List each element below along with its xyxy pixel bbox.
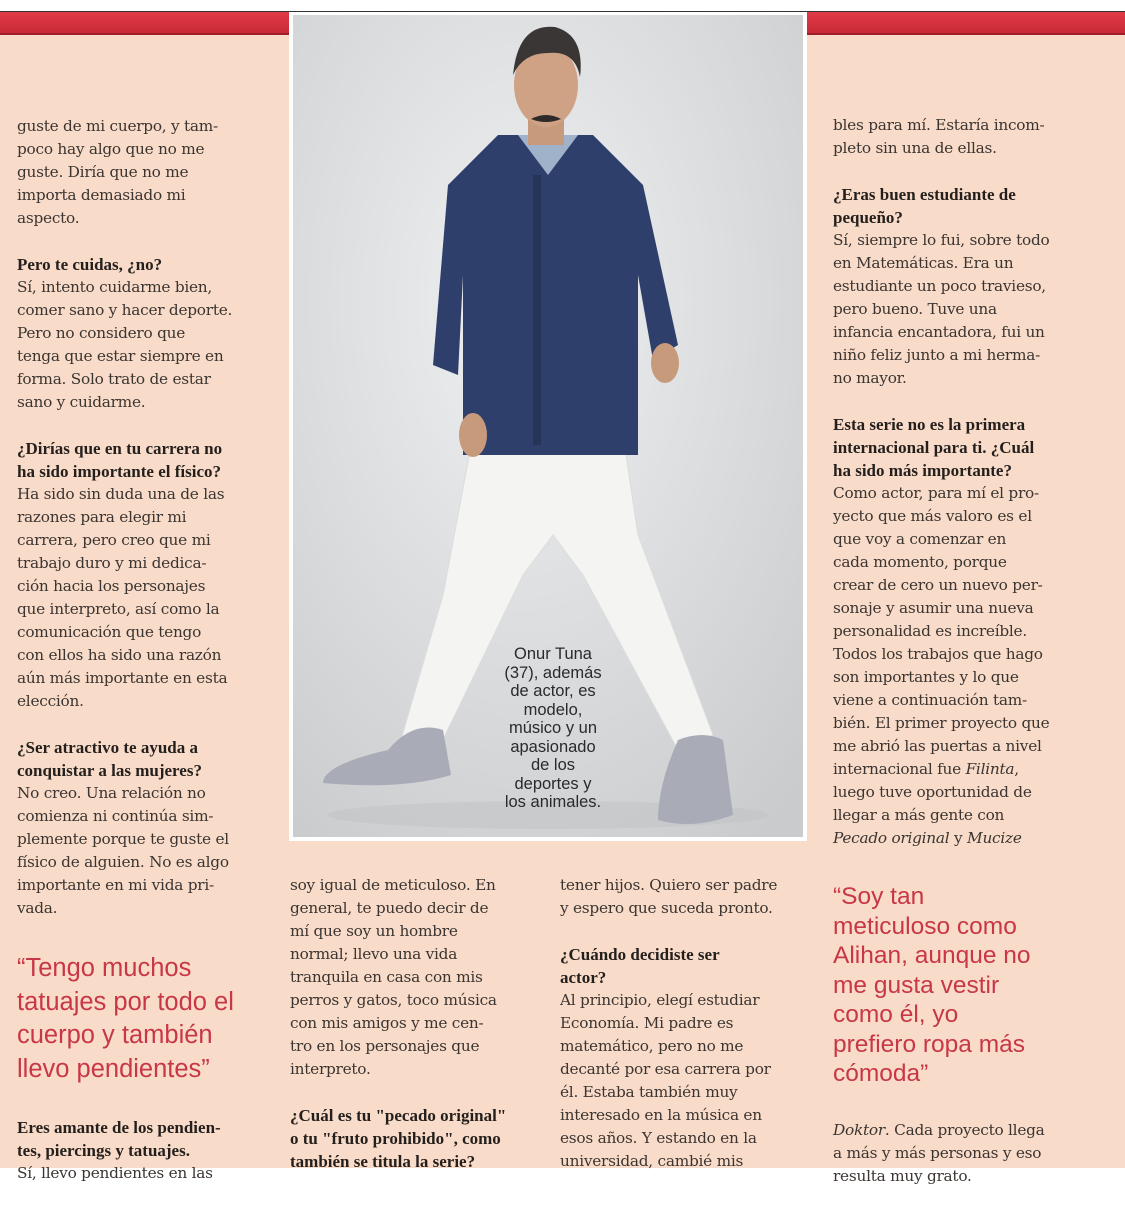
text-segment: internacional fue [833,760,966,778]
text-line: internacional para ti. ¿Cuál [833,438,1035,457]
text-line: vada. [17,899,58,917]
text-line: Eres amante de los pendien- [17,1118,221,1137]
text-line: sonaje y asumir una nueva [833,599,1034,617]
text-line: viene a continuación tam- [833,691,1027,709]
text-line: llevo pendientes” [17,1054,210,1083]
text-line: Esta serie no es la primera [833,415,1026,434]
text-line: perros y gatos, toco música [290,991,497,1009]
text-line: llegar a más gente con [833,806,1005,824]
text-line: ¿Eras buen estudiante de [833,185,1016,204]
text-line: a más y más personas y eso [833,1143,1042,1162]
caption-line: deportes y [514,774,592,793]
text-line: Alihan, aunque no [833,942,1031,969]
text-line [833,758,1103,781]
text-line [833,827,1103,850]
body-paragraph [833,114,1103,160]
text-line: importante en mi vida pri- [17,876,214,894]
text-line: crear de cero un nuevo per- [833,576,1043,594]
text-line: Sí, intento cuidarme bien, [17,278,213,296]
body-paragraph [17,115,277,230]
text-line: comienza ni continúa sim- [17,807,214,825]
body-paragraph [17,483,277,713]
text-line: pero bueno. Tuve una [833,300,997,318]
text-line: cómoda” [833,1060,929,1087]
text-line: “Soy tan [833,883,925,910]
caption-line: modelo, [523,700,583,719]
text-line: Como actor, para mí el pro- [833,484,1039,502]
text-line: y espero que suceda pronto. [560,899,773,917]
body-paragraph [17,276,277,414]
question-heading [290,1104,550,1173]
caption-line: músico y un [508,719,598,737]
text-line: o tu "fruto prohibido", como [290,1129,501,1148]
text-line: importa demasiado mi [17,186,186,204]
text-line: elección. [17,692,84,710]
text-line: personalidad es increíble. [833,622,1027,640]
column-right [833,114,1103,1211]
question-heading [560,943,820,989]
text-line: universidad, cambié mis [560,1152,744,1170]
text-segment: . Cada proyecto llega [884,1120,1045,1139]
text-line: niño feliz junto a mi herma- [833,346,1041,364]
text-line [833,1119,1103,1142]
text-line: bién. El primer proyecto que [833,714,1050,732]
text-line: general, te puedo decir de [290,899,489,917]
text-line: prefiero ropa más [833,1030,1026,1058]
text-line: aspecto. [17,209,80,227]
text-line: tatuajes por todo el [17,987,234,1016]
text-line: tro en los personajes que [290,1037,480,1055]
caption-line: Onur Tuna [514,645,592,663]
text-line: son importantes y lo que [833,668,1019,686]
pull-quote [833,882,1103,1089]
text-line: trabajo duro y mi dedica- [17,554,207,572]
pull-quote [17,952,277,1086]
text-line: con mis amigos y me cen- [290,1014,484,1032]
column-middle-2 [560,874,820,1196]
caption-line: de los [530,756,576,774]
text-line: que voy a comenzar en [833,530,1007,548]
text-line: cuerpo y también [17,1021,213,1049]
column-left [17,115,277,1208]
text-line: decanté por esa carrera por [560,1060,771,1078]
text-line: Economía. Mi padre es [560,1014,734,1032]
text-line: guste. Diría que no me [17,163,189,181]
question-heading [17,437,277,483]
question-heading [833,183,1103,229]
text-line: tranquila en casa con mis [290,968,483,986]
text-line: “Tengo muchos [17,954,192,982]
text-line: Pero te cuidas, ¿no? [17,255,163,274]
question-heading [17,736,277,782]
red-header-bar-left [0,12,290,35]
text-line: Sí, siempre lo fui, sobre todo [833,231,1050,249]
text-line: infancia encantadora, fui un [833,323,1045,341]
caption-line: (37), además [504,663,602,682]
italic-title: Doktor [833,1120,885,1139]
caption-line: los animales. [504,793,602,811]
text-line: estudiante un poco travieso, [833,277,1046,295]
text-line: razones para elegir mi [17,508,187,526]
text-line: conquistar a las mujeres? [17,761,202,780]
text-line: carrera, pero creo que mi [17,531,211,549]
text-line: me abrió las puertas a nivel [833,737,1042,755]
text-line: también se titula la serie? [290,1152,476,1171]
text-line: comer sano y hacer deporte. [17,301,233,319]
body-paragraph [17,782,277,920]
text-line: Todos los trabajos que hago [833,645,1043,663]
text-line: matemático, pero no me [560,1037,744,1055]
text-line: No creo. Una relación no [17,784,206,802]
text-segment: y [949,829,968,847]
text-line: tenga que estar siempre en [17,347,224,365]
red-header-bar-right [807,12,1125,35]
body-paragraph [560,874,820,920]
text-line: ¿Dirías que en tu carrera no [17,439,223,458]
text-line: interesado en la música en [560,1106,762,1124]
body-paragraph [17,1162,277,1185]
question-heading [833,413,1103,482]
text-line: comunicación que tengo [17,623,202,641]
body-paragraph [833,229,1103,390]
text-line: aún más importante en esta [17,669,228,687]
text-line: forma. Solo trato de estar [17,370,211,388]
text-line: normal; llevo una vida [290,945,458,963]
italic-title: Filinta [965,760,1015,778]
text-line: mí que soy un hombre [290,922,458,940]
question-heading [17,253,277,276]
column-middle-1 [290,874,550,1173]
text-line: con ellos ha sido una razón [17,646,222,664]
text-line: él. Estaba también muy [560,1083,738,1101]
text-line: esos años. Y estando en la [560,1129,757,1147]
text-line: ¿Cuándo decidiste ser [560,945,720,964]
text-line: que interpreto, así como la [17,600,220,618]
body-paragraph [833,482,1103,850]
text-line: interpreto. [290,1060,371,1078]
text-line: bles para mí. Estaría incom- [833,116,1045,134]
text-line: ¿Ser atractivo te ayuda a [17,738,198,757]
text-line: actor? [560,968,607,987]
italic-title: Mucize [967,829,1022,847]
caption-line: apasionado [510,737,596,756]
text-segment: , [1014,760,1019,778]
text-line: pleto sin una de ellas. [833,139,997,157]
text-line: resulta muy grato. [833,1166,972,1185]
text-line: me gusta vestir [833,971,1000,999]
text-line: tes, piercings y tatuajes. [17,1141,190,1160]
photo-caption [478,645,628,812]
text-line: soy igual de meticuloso. En [290,876,496,894]
text-line: Ha sido sin duda una de las [17,485,225,503]
text-line: ción hacia los personajes [17,577,206,595]
text-line: plemente porque te guste el [17,830,229,848]
text-line: en Matemáticas. Era un [833,254,1014,272]
question-heading [17,1116,277,1162]
text-line: Pero no considero que [17,324,186,342]
text-line: no mayor. [833,369,907,387]
text-line: Sí, llevo pendientes en las [17,1164,213,1182]
body-paragraph [290,874,550,1081]
text-line: pequeño? [833,208,903,227]
text-line: ha sido importante el físico? [17,462,221,481]
text-line: yecto que más valoro es el [833,507,1032,525]
text-line: tener hijos. Quiero ser padre [560,876,778,894]
italic-title: Pecado original [833,829,950,847]
caption-line: de actor, es [510,682,596,700]
body-paragraph [833,1119,1103,1188]
text-line: como él, yo [833,1001,959,1028]
text-line: poco hay algo que no me [17,140,205,158]
text-line: Al principio, elegí estudiar [560,991,760,1009]
text-line: meticuloso como [833,912,1017,940]
text-line: sano y cuidarme. [17,393,146,411]
text-line: guste de mi cuerpo, y tam- [17,117,218,135]
text-line: cada momento, porque [833,553,1007,571]
text-line: ¿Cuál es tu "pecado original" [290,1106,507,1125]
text-line: luego tuve oportunidad de [833,783,1032,801]
body-paragraph [560,989,820,1173]
text-line: físico de alguien. No es algo [17,853,229,871]
text-line: ha sido más importante? [833,461,1012,480]
